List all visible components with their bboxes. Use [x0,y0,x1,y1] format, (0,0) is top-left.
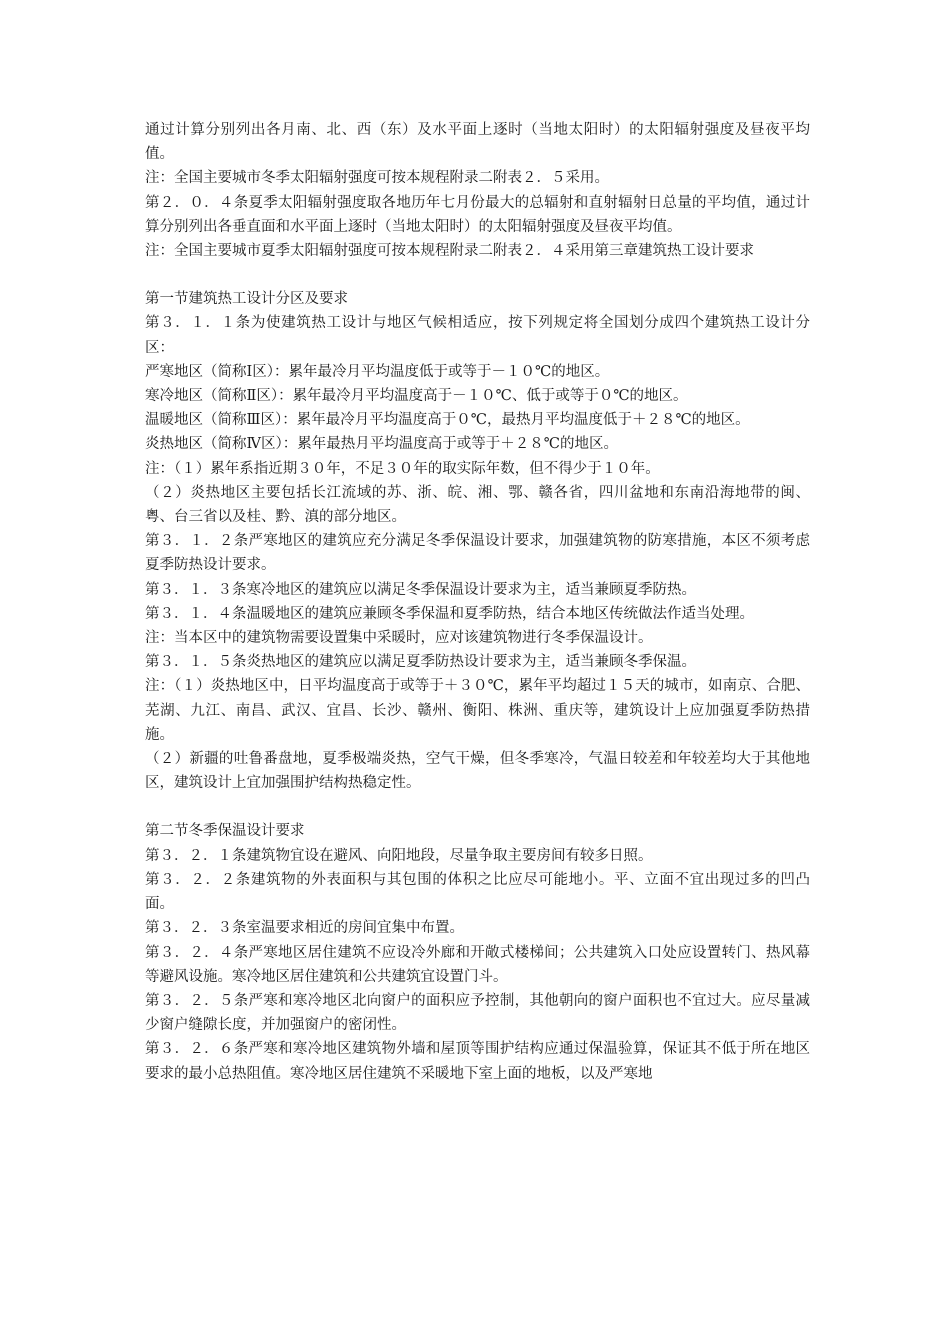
clause-paragraph: 第３．２．３条室温要求相近的房间宜集中布置。 [145,920,464,937]
clause-paragraph: 第３．２．６条严寒和寒冷地区建筑物外墙和屋顶等围护结构应通过保温验算，保证其不低于所在地区要求的最小总热阻值。寒冷地区居住建筑不采暖地下室上面的地板，以及严寒地 [145,1041,810,1082]
zone-definition: 严寒地区（简称Ⅰ区）：累年最冷月平均温度低于或等于－１０℃的地区。 [145,363,610,380]
blank-line [145,795,810,819]
note-paragraph: （２）新疆的吐鲁番盘地，夏季极端炎热，空气干燥，但冬季寒冷，气温日较差和年较差均大于其他地区，建筑设计上宜加强围护结构热稳定性。 [145,751,810,792]
section-heading: 第一节建筑热工设计分区及要求 [145,291,348,308]
note-paragraph: 注：当本区中的建筑物需要设置集中采暖时，应对该建筑物进行冬季保温设计。 [145,630,653,647]
clause-paragraph: 第３．１．３条寒冷地区的建筑应以满足冬季保温设计要求为主，适当兼顾夏季防热。 [145,581,696,598]
zone-definition: 温暖地区（简称Ⅲ区）：累年最冷月平均温度高于０℃，最热月平均温度低于＋２８℃的地区。 [145,412,750,429]
clause-paragraph: 第３．１．４条温暖地区的建筑应兼顾冬季保温和夏季防热，结合本地区传统做法作适当处理。 [145,605,754,622]
section-heading: 第二节冬季保温设计要求 [145,823,305,840]
clause-paragraph: 第３．２．２条建筑物的外表面积与其包围的体积之比应尽可能地小。平、立面不宜出现过多的凹凸面。 [145,871,810,913]
note-paragraph: 注：（１）累年系指近期３０年，不足３０年的取实际年数，但不得少于１０年。 [145,460,660,477]
clause-paragraph: 第３．１．２条严寒地区的建筑应充分满足冬季保温设计要求，加强建筑物的防寒措施，本区不须考虑夏季防热设计要求。 [145,533,810,574]
clause-paragraph: 第３．２．５条严寒和寒冷地区北向窗户的面积应予控制，其他朝向的窗户面积也不宜过大。应尽量减少窗户缝隙长度，并加强窗户的密闭性。 [145,992,810,1034]
clause-paragraph: 第３．１．５条炎热地区的建筑应以满足夏季防热设计要求为主，适当兼顾冬季保温。 [145,654,696,671]
zone-definition: 炎热地区（简称Ⅳ区）：累年最热月平均温度高于或等于＋２８℃的地区。 [145,436,618,453]
note-paragraph: （２）炎热地区主要包括长江流域的苏、浙、皖、湘、鄂、赣各省，四川盆地和东南沿海地带的闽、粤、台三省以及桂、黔、滇的部分地区。 [145,484,810,526]
document-body [145,118,810,1086]
blank-line [145,263,810,287]
note-paragraph: 注：全国主要城市冬季太阳辐射强度可按本规程附录二附表２．５采用。 [145,170,609,187]
clause-paragraph: 第３．２．４条严寒地区居住建筑不应设冷外廊和开敞式楼梯间；公共建筑入口处应设置转门、热风幕等避风设施。寒冷地区居住建筑和公共建筑宜设置门斗。 [145,944,810,985]
note-paragraph: 注：全国主要城市夏季太阳辐射强度可按本规程附录二附表２．４采用第三章建筑热工设计要求 [145,243,754,260]
clause-paragraph: 第３．２．１条建筑物宜设在避风、向阳地段，尽量争取主要房间有较多日照。 [145,847,653,864]
zone-definition: 寒冷地区（简称Ⅱ区）：累年最冷月平均温度高于－１０℃、低于或等于０℃的地区。 [145,388,688,405]
paragraph: 通过计算分别列出各月南、北、西（东）及水平面上逐时（当地太阳时）的太阳辐射强度及昼夜平均值。 [145,122,810,163]
clause-paragraph: 第３．１．１条为使建筑热工设计与地区气候相适应，按下列规定将全国划分成四个建筑热工设计分区： [145,315,810,356]
clause-paragraph: 第２．０．４条夏季太阳辐射强度取各地历年七月份最大的总辐射和直射辐射日总量的平均值，通过计算分别列出各垂直面和水平面上逐时（当地太阳时）的太阳辐射强度及昼夜平均值。 [145,194,810,235]
note-paragraph: 注：（１）炎热地区中，日平均温度高于或等于＋３０℃，累年平均超过１５天的城市，如南京、合肥、芜湖、九江、南昌、武汉、宜昌、长沙、赣州、衡阳、株洲、重庆等，建筑设计上应加强夏季防热措施。 [145,678,810,743]
